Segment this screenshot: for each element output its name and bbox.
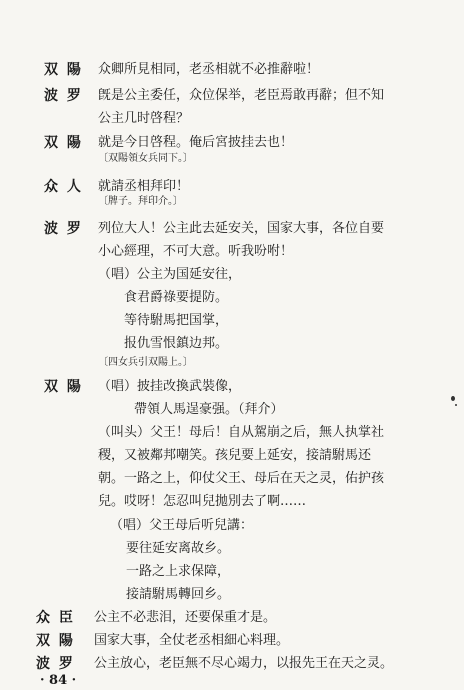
- continuation-line: 公主几时啓程？: [98, 111, 190, 126]
- speaker-name: 双 陽: [36, 633, 75, 649]
- verse-line: 接請駙馬轉回乡。: [126, 587, 231, 602]
- speaker-name: 双 陽: [44, 379, 83, 395]
- stage-direction: 〔双陽領女兵同下。〕: [98, 153, 193, 164]
- dialogue-line: [36, 632, 290, 651]
- dialogue-line: [44, 220, 385, 239]
- speech-line: （叫头）父王！母后！自从駕崩之后，無人执掌社: [98, 425, 385, 440]
- dialogue-text: 公主不必悲泪，还要保重才是。: [94, 610, 277, 625]
- continuation-line: 小心經理，不可大意。听我吩咐！: [98, 244, 294, 259]
- dialogue-line: [44, 178, 190, 197]
- song-line: （唱）公主为国延安往，: [98, 267, 242, 282]
- stage-direction: 〔四女兵引双陽上。〕: [98, 357, 193, 368]
- dialogue-line: [44, 61, 320, 80]
- stage-direction: 〔牌子。拜印介。〕: [98, 196, 183, 207]
- verse-line: 食君爵祿要提防。: [124, 290, 229, 305]
- dialogue-text: 旣是公主委任，众位保举，老臣焉敢再辭；但不知: [98, 88, 385, 103]
- dialogue-text: 就是今日啓程。俺后宮披挂去也！: [98, 135, 294, 150]
- speaker-name: 波 罗: [36, 656, 75, 672]
- verse-line: 等待駙馬把国掌，: [124, 313, 229, 328]
- dialogue-text: 就請丞相拜印！: [98, 179, 190, 194]
- speaker-name: 众 臣: [36, 610, 75, 626]
- speaker-name: 波 罗: [44, 221, 83, 237]
- dialogue-line: [36, 609, 277, 628]
- verse-line: 一路之上求保障，: [126, 564, 231, 579]
- dialogue-line: [44, 134, 294, 153]
- dialogue-text: 列位大人！公主此去延安关，国家大事，各位自要: [98, 221, 385, 236]
- speech-line: 兒。哎呀！怎忍叫兒拋別去了啊……: [98, 494, 307, 509]
- speaker-name: 双 陽: [44, 62, 83, 78]
- ink-speck: [455, 404, 457, 406]
- page-number: · 84 ·: [40, 673, 77, 688]
- speaker-name: 双 陽: [44, 135, 83, 151]
- dialogue-text: （唱）披挂改換武裝像，: [98, 379, 242, 394]
- speaker-name: 波 罗: [44, 88, 83, 104]
- speech-line: 朝。一路之上，仰仗父王、母后在天之灵，佑护孩: [98, 471, 385, 486]
- verse-line: 要往延安离故乡。: [126, 541, 231, 556]
- verse-line: 报仇雪恨鎮边邦。: [124, 336, 229, 351]
- speaker-name: 众 人: [44, 179, 83, 195]
- dialogue-text: 国家大事，全仗老丞相細心料理。: [94, 633, 290, 648]
- song-line: （唱）父王母后听兒講：: [110, 518, 254, 533]
- ink-speck: [451, 396, 455, 401]
- dialogue-text: 众卿所見相同，老丞相就不必推辭啦！: [98, 62, 320, 77]
- dialogue-line: [44, 87, 385, 106]
- verse-line: 帶領人馬逞豪强。（拜介）: [134, 402, 284, 417]
- speech-line: 稷，又被鄰邦嘲笑。孩兒要上延安，接請駙馬还: [98, 448, 372, 463]
- dialogue-line: [44, 378, 242, 397]
- dialogue-text: 公主放心，老臣無不尽心竭力，以报先王在天之灵。: [94, 656, 394, 671]
